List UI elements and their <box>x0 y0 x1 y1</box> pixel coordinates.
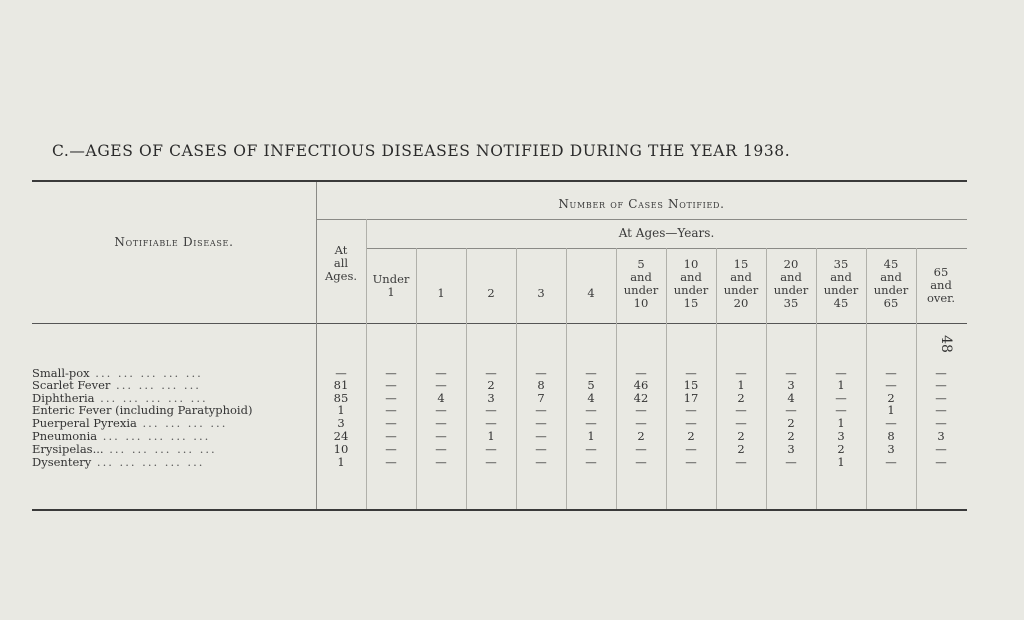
age-column-header-line: 45 <box>883 257 899 271</box>
disease-label: Puerperal Pyrexia <box>32 416 137 430</box>
column-divider <box>516 248 517 509</box>
age-column-header-line: 15 <box>683 296 699 310</box>
table-cell: — <box>385 442 397 456</box>
table-cell: — <box>435 416 447 430</box>
table-cell: — <box>385 391 397 405</box>
table-cell: 24 <box>333 429 349 443</box>
leader-dots: ... ... ... ... ... <box>94 391 208 405</box>
table-cell: — <box>935 403 947 417</box>
age-column-header-line: 20 <box>783 257 799 271</box>
table-cell: 2 <box>837 442 845 456</box>
table-cell: 3 <box>337 416 345 430</box>
table-cell: — <box>535 403 547 417</box>
age-column-header-line: and <box>880 270 902 284</box>
age-column-header-line: 35 <box>783 296 799 310</box>
column-divider <box>866 248 867 509</box>
table-cell: — <box>485 455 497 469</box>
table-cell: 1 <box>837 455 845 469</box>
age-column-header-line: under <box>673 283 709 297</box>
disease-column-divider <box>316 182 317 509</box>
age-column-header-line: 45 <box>833 296 849 310</box>
table-cell: — <box>385 455 397 469</box>
age-column-header-line: over. <box>926 291 956 305</box>
table-cell: 4 <box>587 391 595 405</box>
table-cell: 2 <box>887 391 895 405</box>
table-cell: 3 <box>887 442 895 456</box>
table-cell: — <box>885 455 897 469</box>
age-column-header-line: and <box>930 278 952 292</box>
disease-label: Enteric Fever (including Paratyphoid) <box>32 403 253 417</box>
table-cell: — <box>585 442 597 456</box>
table-cell: 2 <box>787 429 795 443</box>
age-column-header-line: and <box>830 270 852 284</box>
table-cell: 1 <box>837 416 845 430</box>
leader-dots: ... ... ... ... ... <box>91 455 205 469</box>
table-cell: — <box>885 416 897 430</box>
age-column-header-line: 20 <box>733 296 749 310</box>
age-column-header-line: 10 <box>633 296 649 310</box>
table-cell: — <box>535 416 547 430</box>
age-column-header-line: 4 <box>587 286 595 300</box>
table-cell: 17 <box>683 391 699 405</box>
column-divider <box>416 248 417 509</box>
table-cell: — <box>685 455 697 469</box>
age-column-header-line: and <box>730 270 752 284</box>
age-column-header-line: 1 <box>437 286 445 300</box>
age-column-header-line: and <box>630 270 652 284</box>
table-cell: — <box>835 391 847 405</box>
bottom-rule <box>32 509 967 511</box>
table-cell: — <box>435 403 447 417</box>
table-cell: — <box>785 455 797 469</box>
table-cell: — <box>585 416 597 430</box>
table-cell: 1 <box>837 378 845 392</box>
table-cell: 2 <box>737 391 745 405</box>
table-cell: — <box>385 429 397 443</box>
at-ages-header: At Ages—Years. <box>618 226 715 240</box>
table-cell: — <box>435 442 447 456</box>
column-divider <box>816 248 817 509</box>
disease-label: Small-pox <box>32 366 90 380</box>
disease-label: Scarlet Fever <box>32 378 111 392</box>
disease-name <box>32 455 304 469</box>
table-cell: 85 <box>333 391 349 405</box>
table-cell: — <box>485 403 497 417</box>
table-cell: 1 <box>587 429 595 443</box>
age-column-header-line: 35 <box>833 257 849 271</box>
column-divider <box>716 248 717 509</box>
table-cell: — <box>385 416 397 430</box>
age-column-header-line: under <box>623 283 659 297</box>
table-cell: — <box>635 455 647 469</box>
header-bottom-rule <box>32 323 967 324</box>
age-column-header-line: 2 <box>487 286 495 300</box>
table-cell: — <box>485 366 497 380</box>
table-cell: — <box>885 366 897 380</box>
table-cell: 2 <box>687 429 695 443</box>
table-cell: — <box>385 366 397 380</box>
table-cell: 7 <box>537 391 545 405</box>
table-cell: — <box>635 403 647 417</box>
age-column-header <box>866 258 916 310</box>
table-cell: 5 <box>587 378 595 392</box>
table-cell: — <box>335 366 347 380</box>
table-cell: — <box>535 429 547 443</box>
table-cell: 2 <box>737 442 745 456</box>
table-cell: 46 <box>633 378 649 392</box>
table-cell: — <box>635 442 647 456</box>
age-column-header-line: 3 <box>537 286 545 300</box>
table-cell: 2 <box>787 416 795 430</box>
age-column-header <box>616 258 666 310</box>
cases-notified-header: Number of Cases Notified. <box>558 197 725 211</box>
age-column-header-line: 10 <box>683 257 699 271</box>
table-cell: — <box>735 455 747 469</box>
disease-name <box>32 442 304 456</box>
age-column-header-line: under <box>773 283 809 297</box>
age-column-header <box>916 266 966 305</box>
table-cell: — <box>635 416 647 430</box>
table-cell: 3 <box>787 378 795 392</box>
age-column-header-line: 15 <box>733 257 749 271</box>
disease-name <box>32 429 304 443</box>
age-column-header-line: and <box>680 270 702 284</box>
column-divider <box>616 248 617 509</box>
disease-label: Dysentery <box>32 455 92 469</box>
table-cell: 15 <box>683 378 699 392</box>
table-cell: 1 <box>487 429 495 443</box>
page-title: C.—AGES OF CASES OF INFECTIOUS DISEASES NOTIFIED DURING THE YEAR 1938. <box>52 142 791 160</box>
table-cell: — <box>935 442 947 456</box>
all-ages-header-line: At <box>334 243 348 257</box>
disease-label: Diphtheria <box>32 391 95 405</box>
table-cell: — <box>585 366 597 380</box>
table-cell: — <box>535 442 547 456</box>
table-cell: — <box>385 378 397 392</box>
table-cell: — <box>435 366 447 380</box>
page-number: 48 <box>937 335 954 353</box>
table-cell: 8 <box>537 378 545 392</box>
table-cell: 1 <box>737 378 745 392</box>
table-cell: 3 <box>837 429 845 443</box>
age-column-header-line: 65 <box>933 265 949 279</box>
table-cell: — <box>485 442 497 456</box>
column-divider <box>466 248 467 509</box>
age-column-header <box>566 287 616 300</box>
table-cell: 2 <box>487 378 495 392</box>
table-cell: 1 <box>337 455 345 469</box>
table-cell: 1 <box>887 403 895 417</box>
column-divider <box>666 248 667 509</box>
age-column-header <box>766 258 816 310</box>
leader-dots: ... ... ... ... ... <box>103 442 217 456</box>
table-cell: — <box>885 378 897 392</box>
age-column-header-line: Under <box>372 272 410 286</box>
disease-name <box>32 378 304 392</box>
table-cell: — <box>685 416 697 430</box>
table-cell: — <box>585 455 597 469</box>
table-cell: — <box>835 366 847 380</box>
table-cell: — <box>935 416 947 430</box>
top-rule <box>32 180 967 182</box>
all-ages-header-line: all <box>333 256 349 270</box>
leader-dots: ... ... ... ... ... <box>89 366 203 380</box>
leader-dots: ... ... ... ... <box>110 378 201 392</box>
age-column-header <box>716 258 766 310</box>
table-cell: — <box>585 403 597 417</box>
table-cell: — <box>535 455 547 469</box>
age-column-header <box>666 258 716 310</box>
table-cell: — <box>935 378 947 392</box>
age-column-header-line: 65 <box>883 296 899 310</box>
table-cell: 2 <box>737 429 745 443</box>
leader-dots: ... ... ... ... <box>136 416 228 430</box>
table-cell: 1 <box>337 403 345 417</box>
table-cell: — <box>685 366 697 380</box>
group-header-rule <box>316 219 967 220</box>
table-cell: — <box>635 366 647 380</box>
age-column-header-line: under <box>723 283 759 297</box>
age-column-header <box>416 287 466 300</box>
table-cell: — <box>935 366 947 380</box>
age-column-header-line: 1 <box>387 285 395 299</box>
age-column-header-line: under <box>873 283 909 297</box>
age-column-header <box>466 287 516 300</box>
column-divider <box>916 248 917 509</box>
table-cell: 4 <box>787 391 795 405</box>
table-cell: — <box>785 366 797 380</box>
age-column-header-line: 5 <box>637 257 645 271</box>
age-column-header-line: and <box>780 270 802 284</box>
column-divider <box>566 248 567 509</box>
table-cell: 3 <box>787 442 795 456</box>
table-cell: — <box>685 442 697 456</box>
disease-column-header: Notifiable Disease. <box>114 235 234 249</box>
table-cell: 3 <box>487 391 495 405</box>
age-column-header <box>516 287 566 300</box>
table-cell: — <box>435 455 447 469</box>
table-cell: — <box>785 403 797 417</box>
table-cell: — <box>935 455 947 469</box>
table-cell: — <box>435 378 447 392</box>
table-cell: 8 <box>887 429 895 443</box>
table-cell: — <box>385 403 397 417</box>
table-cell: — <box>935 391 947 405</box>
table-cell: — <box>835 403 847 417</box>
table-cell: — <box>685 403 697 417</box>
all-ages-header <box>316 244 366 283</box>
table-cell: — <box>485 416 497 430</box>
age-column-header-line: under <box>823 283 859 297</box>
table-cell: — <box>735 416 747 430</box>
disease-name <box>32 416 304 430</box>
table-cell: 2 <box>637 429 645 443</box>
table-cell: 10 <box>333 442 349 456</box>
disease-name <box>32 403 304 417</box>
table-cell: 81 <box>333 378 349 392</box>
table-cell: 3 <box>937 429 945 443</box>
table-cell: — <box>735 366 747 380</box>
table-cell: 4 <box>437 391 445 405</box>
column-divider <box>366 219 367 509</box>
age-column-header <box>366 273 416 299</box>
age-column-header <box>816 258 866 310</box>
column-divider <box>766 248 767 509</box>
leader-dots: ... ... ... ... ... <box>97 429 211 443</box>
table-cell: — <box>735 403 747 417</box>
table-cell: — <box>535 366 547 380</box>
all-ages-header-line: Ages. <box>324 269 358 283</box>
disease-label: Pneumonia <box>32 429 98 443</box>
disease-label: Erysipelas... <box>32 442 104 456</box>
table-cell: — <box>435 429 447 443</box>
table-cell: 42 <box>633 391 649 405</box>
